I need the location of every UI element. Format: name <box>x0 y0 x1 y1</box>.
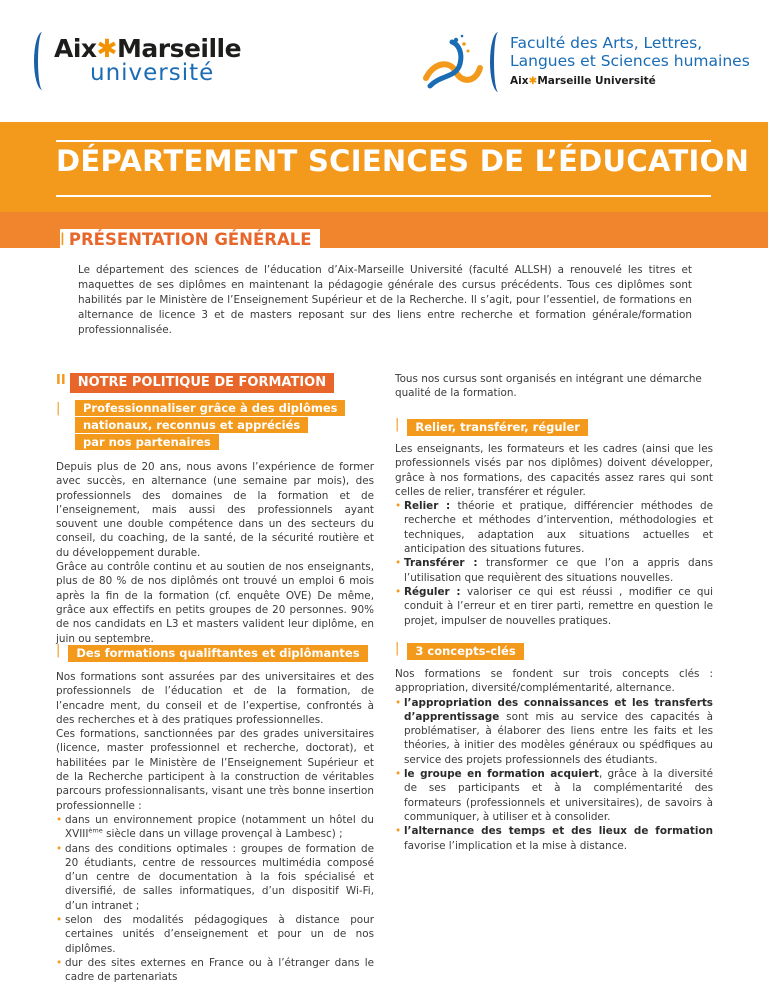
faculty-univ-aix: Aix <box>510 75 529 87</box>
page-header <box>0 0 768 122</box>
subheading-label: Des formations qualiftantes et diplômantes <box>68 645 367 662</box>
logo-text-marseille: Marseille <box>117 34 242 63</box>
subheading-label: 3 concepts-clés <box>407 643 523 660</box>
amu-logo <box>34 30 242 96</box>
section1-text: Le département des sciences de l’éducation d’Aix-Marseille Université (faculté ALLSH) a renouvelé les titres et maquettes de ses diplômes en maintenant la pédagogie générale des cursus précédents. Tous ces diplômes sont habilités par le Ministère de l’Enseignement Supérieur et de la Recherche. Il s’agit, pour l’essentiel, de formations en alternance de licence 3 et de masters reposant sur des liens entre recherche et formation générale/formation professionnalisée. <box>78 264 692 336</box>
section1-band <box>0 212 768 248</box>
list-item: • dur des sites externes en France ou à l’étranger dans le cadre de partenariats <box>56 956 374 985</box>
right-column-intro <box>395 372 713 401</box>
section2-marker: II <box>56 373 66 388</box>
left-column-block2 <box>56 670 374 985</box>
faculty-name-line1: Faculté des Arts, Lettres, <box>510 34 703 52</box>
section1-heading <box>60 229 320 251</box>
subheading-pipe: | <box>395 641 400 656</box>
list-item: • dans un environnement propice (notamment un hôtel du XVIIIème siècle dans un village provençal à Lambesc) ; <box>56 813 374 842</box>
list-item: • l’alternance des temps et des lieux de formation favorise l’implication et la mise à distance. <box>395 824 713 853</box>
bullet-list <box>56 813 374 985</box>
subheading-line: nationaux, reconnus et appréciés <box>75 417 308 433</box>
banner-top-rule <box>56 140 711 142</box>
list-item: • le groupe en formation acquiert, grâce à la diversité de ses participants et à la complémentarité des formateurs (professionnels et universitaires), de savoirs à communiquer, à utiliser et à consolider. <box>395 767 713 824</box>
section1-marker: I <box>60 230 65 249</box>
page-title: DÉPARTEMENT SCIENCES DE L’ÉDUCATION <box>56 144 750 178</box>
subheading-line: par nos partenaires <box>75 434 219 450</box>
paragraph: Nos formations se fondent sur trois concepts clés : appropriation, diversité/complémentarité, alternance. <box>395 668 713 695</box>
faculty-emblem-icon <box>420 34 484 92</box>
right-column-block2 <box>395 667 713 853</box>
paragraph: Ces formations, sanctionnées par des grades universitaires (licence, master professionnel et recherche, doctorat), et habilitées par le Ministère de l’Enseignement Supérieur et de la Recherche participent à la construction de véritables parcours professionnalisants, visant une très bonne insertion professionnelle : <box>56 728 374 812</box>
banner-bottom-rule <box>56 195 711 197</box>
faculty-univ-rest: Marseille Université <box>537 75 656 87</box>
bullet-list <box>395 499 713 628</box>
right-column-block1 <box>395 442 713 628</box>
subheading-professionnaliser <box>56 400 376 452</box>
section1-title: PRÉSENTATION GÉNÉRALE <box>68 230 312 249</box>
section2-heading <box>56 371 334 391</box>
title-banner <box>0 122 768 212</box>
list-item: • dans des conditions optimales : groupes de formation de 20 étudiants, centre de ressources multimédia composé d’un centre de documentation à la fois spécialisé et diversifié, de salles informatiques, d’un dispositif Wi-Fi, d’un intranet ; <box>56 842 374 913</box>
logo-text-universite: université <box>90 60 215 86</box>
subheading-relier <box>395 416 588 436</box>
subheading-label: Relier, transférer, réguler <box>407 419 588 436</box>
paragraph: Les enseignants, les formateurs et les cadres (ainsi que les professionnels visés par nos diplômes) doivent développer, grâce à nos formations, des capacités assez rares qui sont celles de relier, transférer et réguler. <box>395 443 713 498</box>
bullet-list <box>395 696 713 853</box>
list-item: • selon des modalités pédagogiques à distance pour certaines unités d’enseignement et pour un de nos diplômes. <box>56 913 374 956</box>
list-item: • Transférer : transformer ce que l’on a appris dans l’utilisation que requièrent des situations nouvelles. <box>395 556 713 585</box>
left-column-block1 <box>56 460 374 646</box>
logo-bracket-icon <box>34 32 48 90</box>
faculty-bracket-icon <box>490 32 504 92</box>
subheading-pipe: | <box>56 401 61 416</box>
faculty-star-icon: ✱ <box>528 75 538 87</box>
list-item: • Réguler : valoriser ce qui est réussi , modifier ce qui conduit à l’erreur et en tirer parti, remettre en question le projet, impulser de nouvelles pratiques. <box>395 585 713 628</box>
logo-text-aix: Aix <box>54 34 97 63</box>
paragraph: Grâce au contrôle continu et au soutien de nos enseignants, plus de 80 % de nos diplômés ont trouvé un emploi 6 mois après la fin de la formation (cf. enquête OVE) De même, grâce aux effectifs en petits groupes de 20 personnes. 90% de nos candidats en L3 et masters valident leur diplôme, en juin ou septembre. <box>56 561 374 645</box>
paragraph: Nos formations sont assurées par des universitaires et des professionnels de l’éducation et de la formation, de l’encadre ment, du conseil et de l’expertise, confrontés à des recherches et à des pratiques professionnelles. <box>56 671 374 726</box>
subheading-pipe: | <box>395 417 400 432</box>
subheading-concepts <box>395 640 524 660</box>
paragraph: Depuis plus de 20 ans, nous avons l’expérience de former avec succès, en alternance (une semaine par mois), des professionnels des domaines de la formation et de l’enseignement, mais aussi des professionnels ayant souvent une double compétence dans un des secteurs du conseil, du coaching, de la santé, de la sécurité routière et du développement durable. <box>56 461 374 559</box>
subheading-line: Professionnaliser grâce à des diplômes <box>75 400 345 416</box>
faculty-name-line2: Langues et Sciences humaines <box>510 52 750 70</box>
logo-star-icon: ✱ <box>96 34 117 63</box>
section2-title: NOTRE POLITIQUE DE FORMATION <box>70 373 334 393</box>
subheading-formations <box>56 642 368 662</box>
list-item: • Relier : théorie et pratique, différencier méthodes de recherche et méthodes d’intervention, méthodologies et techniques, adaptation aux situations actuelles et anticipation des situations futures. <box>395 499 713 556</box>
faculty-logo <box>420 30 750 100</box>
paragraph: Tous nos cursus sont organisés en intégrant une démarche qualité de la formation. <box>395 373 702 400</box>
list-item: • l’appropriation des connaissances et les transferts d’apprentissage sont mis au service des capacités à problématiser, à élaborer des liens entre les faits et les théories, à initier des modèles généraux ou spédfiques au service des projets professionnels des étudiants. <box>395 696 713 767</box>
subheading-pipe: | <box>56 643 61 658</box>
